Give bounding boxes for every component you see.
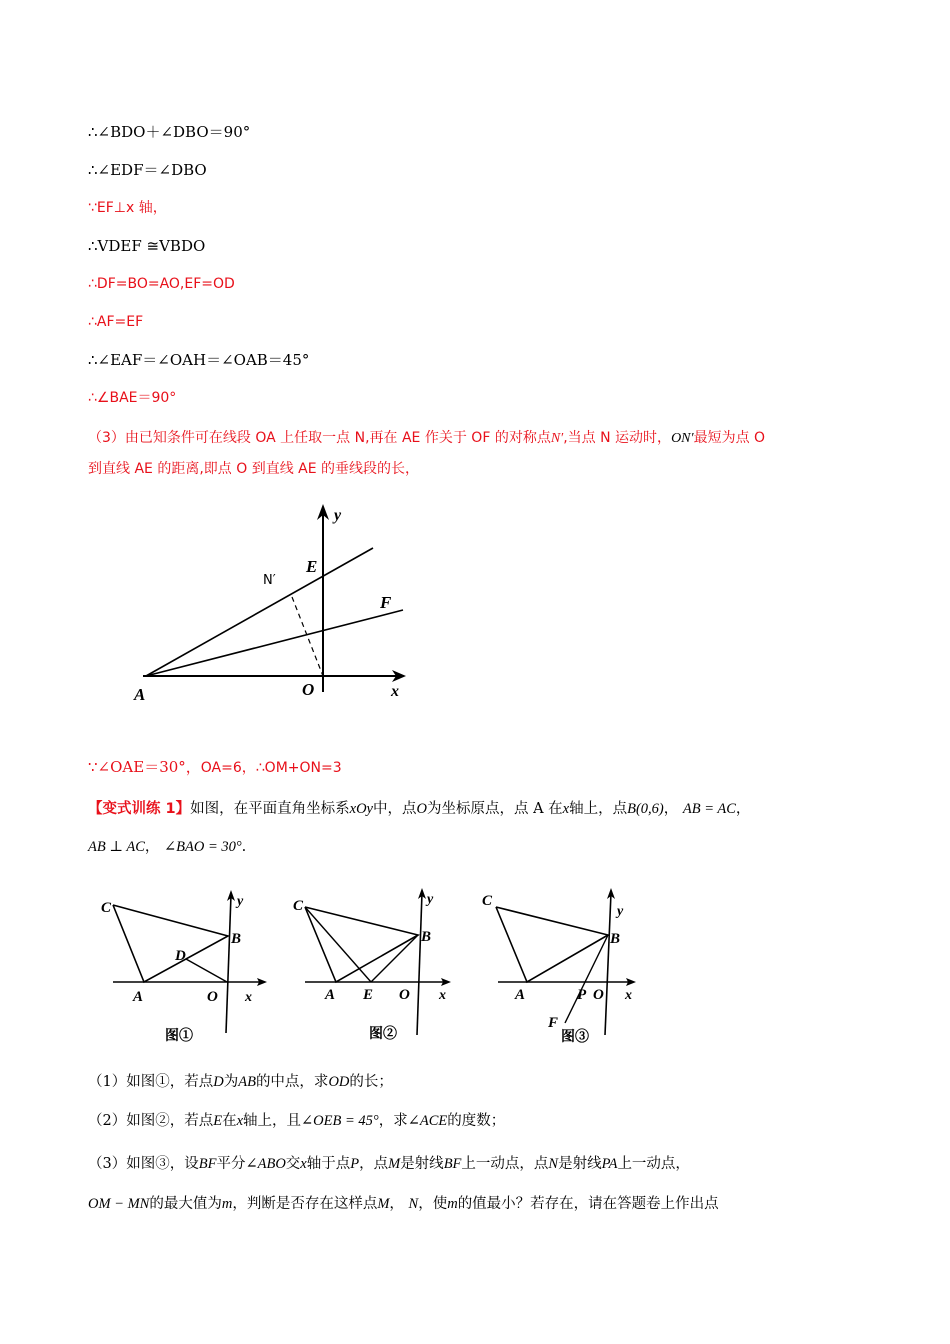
q3-i: 上一动点， (617, 1156, 690, 1172)
variant-perp: AB ⊥ AC (88, 839, 145, 855)
q3-bf2: BF (443, 1156, 462, 1172)
line-ae (146, 548, 373, 676)
q1-e: 的长； (349, 1074, 393, 1090)
fig3-x: x (625, 988, 632, 1003)
figure-2 (293, 888, 451, 1042)
three-figures (95, 885, 655, 1050)
variant-o: O (416, 801, 427, 817)
variant-intro2: 中，点 (372, 801, 417, 817)
part3-on: ON′ (671, 431, 694, 446)
q2-ace: ∠ACE (407, 1113, 448, 1129)
q3-n2: N (408, 1196, 419, 1212)
fig1-c: C (101, 900, 112, 916)
proof-line-3: ∵EF⊥x 轴， (88, 200, 167, 216)
fig1-y: y (237, 894, 244, 909)
variant-intro3: 为坐标原点，点 A 在 (426, 801, 563, 817)
q3-p: P (350, 1156, 360, 1172)
q3-omn: OM − MN (88, 1196, 150, 1212)
proof-line-6: ∴AF=EF (88, 314, 144, 330)
q3-p2: 的值最小？若存在，请在答题卷上作出点 (457, 1196, 719, 1212)
fig3-p: P (577, 987, 587, 1003)
variant-paragraph (88, 790, 868, 866)
q3-d: 轴于点 (306, 1156, 351, 1172)
q2-f: 的度数； (447, 1113, 506, 1129)
question-3 (88, 1144, 868, 1224)
q3-g: 上一动点，点 (461, 1156, 549, 1172)
q1-ab: AB (238, 1074, 256, 1090)
variant-intro1: 如图，在平面直角坐标系 (190, 801, 350, 817)
question-1 (88, 1071, 393, 1093)
fig3-o: O (593, 987, 604, 1003)
q2-a: （2）如图②，若点 (88, 1113, 214, 1129)
q3-h: 是射线 (558, 1156, 602, 1172)
part3-text-b: ,当点 N 运动时， (563, 430, 672, 446)
q3-a: （3）如图③，设 (88, 1156, 199, 1172)
label-a: A (134, 685, 146, 704)
q3-k: ，判断是否存在这样点 (232, 1196, 378, 1212)
q1-a: （1）如图①，若点 (88, 1074, 214, 1090)
fig3-y: y (617, 904, 624, 919)
part3-text-d: 到直线 AE 的距离,即点 O 到直线 AE 的垂线段的长， (88, 461, 420, 477)
fig3-f: F (548, 1015, 559, 1031)
q3-o: ，使 (418, 1196, 448, 1212)
fig1-triangle (113, 905, 228, 982)
fig2-ce (305, 907, 371, 982)
part3-text-c: 最短为点 O (693, 430, 766, 446)
q1-b: 为 (223, 1074, 239, 1090)
fig3-b: B (610, 931, 621, 947)
q3-abo: ∠ABO (245, 1156, 286, 1172)
variant-intro4: 轴上，点 (569, 801, 628, 817)
variant-abac: AB = AC (682, 801, 736, 817)
line-af (146, 610, 403, 676)
fig1-x: x (245, 990, 252, 1005)
fig2-a: A (325, 987, 336, 1003)
reflection-figure (128, 500, 418, 725)
figure-1 (101, 890, 267, 1044)
q2-x: x (236, 1113, 244, 1129)
variant-sep: ， (663, 801, 679, 817)
q3-c: 交 (285, 1156, 301, 1172)
q3-bf: BF (198, 1156, 217, 1172)
fig2-o: O (399, 987, 410, 1003)
figure-3 (482, 888, 636, 1045)
part3-nprime: N′ (550, 431, 564, 446)
proof-line-4: ∴VDEF ≅VBDO (88, 237, 206, 255)
variant-xoy: xOy (349, 801, 373, 817)
fig1-b: B (231, 931, 242, 947)
q3-b: 平分 (216, 1156, 246, 1172)
q3-e: ，点 (359, 1156, 389, 1172)
q3-m2: M (377, 1196, 390, 1212)
conclusion-a: ∵∠OAE＝30°， (88, 758, 201, 776)
part3-text-a: （3）由已知条件可在线段 OA 上任取一点 N,再在 AE 作关于 OF 的对称点 (88, 430, 551, 446)
q2-ang: ∠OEB = 45° (301, 1113, 379, 1129)
variant-tail: ， (735, 801, 751, 817)
q3-n: N (548, 1156, 559, 1172)
fig1-y-axis (226, 895, 231, 1033)
question-2 (88, 1110, 505, 1132)
variant-end: . (241, 839, 247, 855)
label-o: O (302, 680, 315, 699)
fig3-a: A (515, 987, 526, 1003)
q3-m3: m (447, 1196, 458, 1212)
part3-paragraph (88, 423, 868, 484)
fig1-d: D (175, 948, 186, 964)
fig1-a: A (133, 989, 144, 1005)
proof-line-1: ∴∠BDO＋∠DBO＝90° (88, 123, 251, 141)
fig2-x: x (439, 988, 446, 1003)
q3-l: ， (389, 1196, 404, 1212)
label-x: x (391, 683, 399, 700)
variant-sep2: ， (144, 839, 160, 855)
conclusion-line (88, 756, 342, 779)
fig3-caption: 图③ (561, 1030, 589, 1045)
variant-x: x (562, 801, 570, 817)
fig2-y-axis (417, 893, 422, 1035)
variant-b: B(0,6) (627, 801, 664, 817)
label-f: F (380, 593, 392, 612)
fig2-y: y (427, 892, 434, 907)
proof-line-2: ∴∠EDF＝∠DBO (88, 161, 207, 179)
q2-b: 在 (222, 1113, 237, 1129)
fig1-caption: 图① (165, 1029, 193, 1044)
fig2-caption: 图② (369, 1027, 397, 1042)
q3-x: x (300, 1156, 307, 1172)
label-y: y (334, 507, 342, 524)
q1-c: 的中点，求 (255, 1074, 329, 1090)
label-e: E (306, 557, 318, 576)
q2-d: ，求 (378, 1113, 408, 1129)
fig3-c: C (482, 893, 493, 909)
q2-c: 轴上，且 (243, 1113, 302, 1129)
q3-mm: m (221, 1196, 233, 1212)
q3-m: M (388, 1156, 401, 1172)
fig1-od (186, 959, 227, 982)
q3-f: 是射线 (400, 1156, 444, 1172)
proof-line-7: ∴∠EAF＝∠OAH＝∠OAB＝45° (88, 351, 310, 369)
q1-d: D (213, 1074, 224, 1090)
q3-j: 的最大值为 (149, 1196, 222, 1212)
fig3-y-axis (605, 893, 611, 1035)
label-nprime: N′ (263, 573, 276, 588)
variant-tag: 【变式训练 1】 (88, 801, 191, 817)
fig2-c: C (293, 898, 304, 914)
conclusion-b: OA=6，∴OM+ON=3 (200, 760, 342, 776)
q1-od: OD (328, 1074, 350, 1090)
fig1-o: O (207, 989, 218, 1005)
fig2-e: E (363, 987, 374, 1003)
fig2-b: B (421, 929, 432, 945)
q2-e: E (213, 1113, 223, 1129)
q3-pa: PA (601, 1156, 618, 1172)
proof-line-8: ∴∠BAE＝90° (88, 390, 177, 406)
proof-line-5: ∴DF=BO=AO,EF=OD (88, 276, 235, 292)
variant-angle: ∠BAO = 30° (163, 839, 242, 855)
